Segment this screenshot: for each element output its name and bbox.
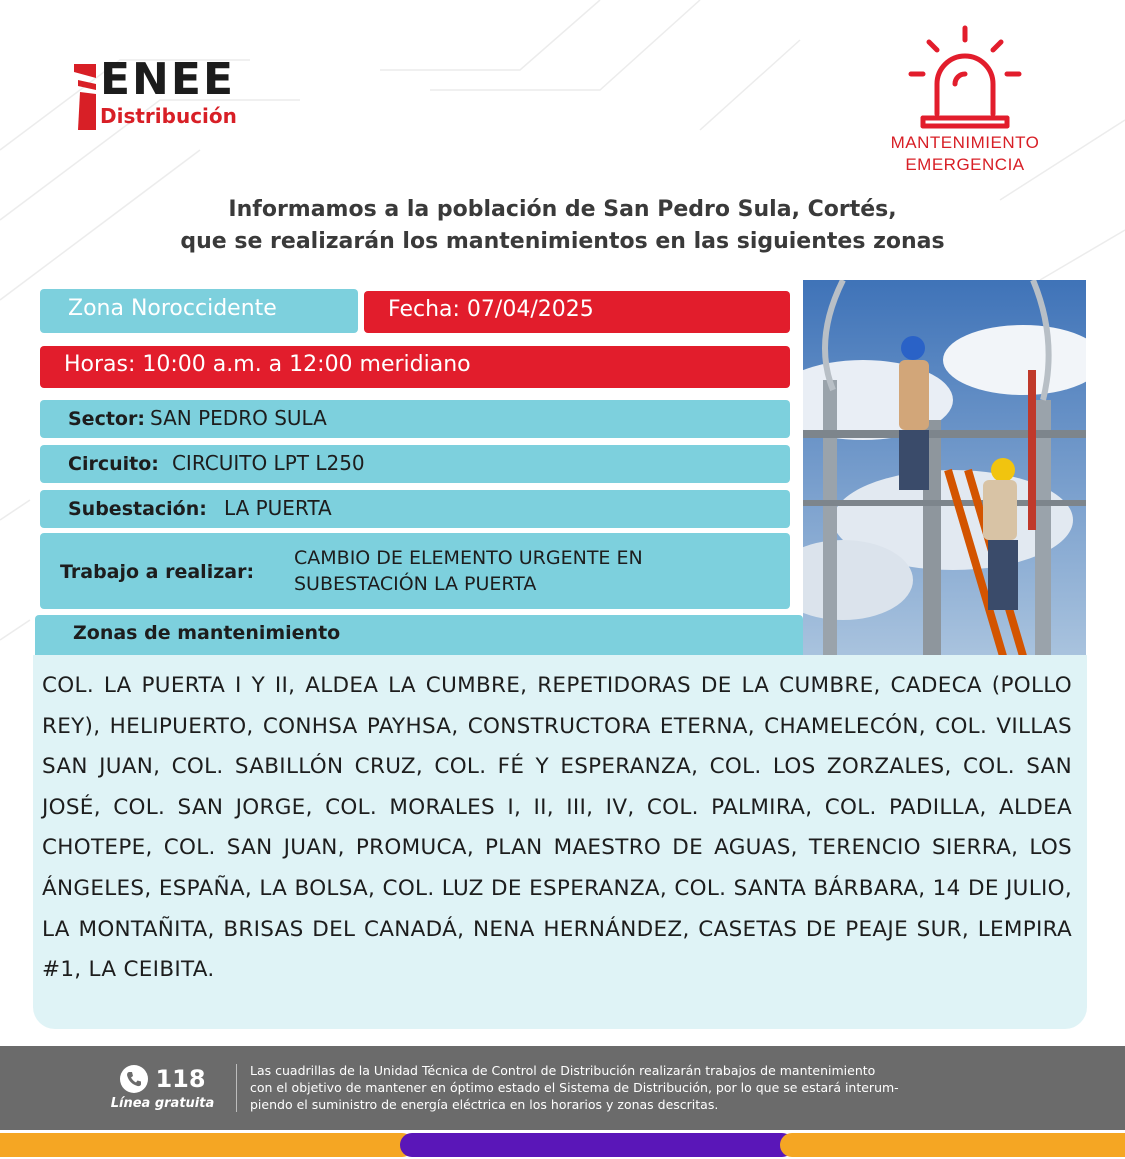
orange-bar-left [0, 1133, 414, 1157]
linemen-illustration [803, 280, 1086, 656]
hotline-number: 118 [155, 1065, 206, 1093]
sector-label: Sector: [68, 408, 145, 430]
horas-text: Horas: 10:00 a.m. a 12:00 meridiano [64, 352, 471, 377]
footer-line-1: Las cuadrillas de la Unidad Técnica de Control de Distribución realizarán trabajos de mantenimiento [250, 1063, 876, 1078]
subestacion-label: Subestación: [68, 498, 207, 520]
fecha-text: Fecha: 07/04/2025 [388, 297, 594, 322]
circuito-row [40, 445, 790, 483]
zona-pill [40, 289, 358, 333]
enee-logo-mark-icon [74, 64, 96, 130]
circuito-value: CIRCUITO LPT L250 [171, 451, 365, 475]
headline [0, 194, 1125, 258]
alert-line-2: EMERGENCIA [905, 155, 1025, 174]
headline-line-2: que se realizarán los mantenimientos en las siguientes zonas [180, 229, 945, 254]
hotline[interactable] [100, 1064, 225, 1111]
sector-row [40, 400, 790, 438]
trabajo-row [40, 533, 790, 609]
linemen-photo [803, 280, 1086, 656]
trabajo-line-1: CAMBIO DE ELEMENTO URGENTE EN [294, 547, 643, 569]
purple-bar [400, 1133, 794, 1157]
subestacion-row [40, 490, 790, 528]
footer-line-3: piendo el suministro de energía eléctrica en los horarios y zonas descritas. [250, 1097, 719, 1112]
horas-pill [40, 346, 790, 388]
phone-icon [119, 1064, 149, 1094]
zona-text: Zona Noroccidente [68, 296, 277, 321]
hotline-label: Línea gratuita [110, 1096, 215, 1111]
zones-list: COL. LA PUERTA I Y II, ALDEA LA CUMBRE, REPETIDORAS DE LA CUMBRE, CADECA (POLLO REY), HELIPUERTO, CONHSA PAYHSA, CONSTRUCTORA ETERNA, CHAMELECÓN, COL. VILLAS SAN JUAN, COL. SABILLÓN CRUZ, COL. FÉ Y ESPERANZA, COL. LOS ZORZALES, COL. SAN JOSÉ, COL. SAN JORGE, COL. MORALES I, II, III, IV, COL. PALMIRA, COL. PADILLA, ALDEA CHOTEPE, COL. SAN JUAN, PROMUCA, PLAN MAESTRO DE AGUAS, TERENCIO SIERRA, LOS ÁNGELES, ESPAÑA, LA BOLSA, COL. LUZ DE ESPERANZA, COL. SANTA BÁRBARA, 14 DE JULIO, LA MONTAÑITA, BRISAS DEL CANADÁ, NENA HERNÁNDEZ, CASETAS DE PEAJE SUR, LEMPIRA #1, LA CEIBITA. [42, 673, 1072, 983]
fecha-pill [364, 291, 790, 333]
alarm-siren-icon [905, 22, 1025, 132]
logo-subtitle: Distribución [100, 104, 237, 128]
trabajo-label: Trabajo a realizar: [60, 561, 255, 583]
logo-title: ENEE [100, 54, 235, 105]
zonas-header-label: Zonas de mantenimiento [73, 622, 341, 644]
headline-line-1: Informamos a la población de San Pedro Sula, Cortés, [228, 197, 897, 222]
sector-value: SAN PEDRO SULA [150, 406, 327, 430]
circuito-label: Circuito: [68, 453, 159, 475]
footer-note [250, 1062, 1050, 1113]
footer-divider [236, 1064, 237, 1112]
enee-logo [74, 54, 304, 130]
emergency-badge [860, 22, 1070, 187]
alert-line-1: MANTENIMIENTO [890, 133, 1040, 152]
zonas-header [35, 615, 803, 657]
orange-bar-right [780, 1133, 1125, 1157]
footer-line-2: con el objetivo de mantener en óptimo estado el Sistema de Distribución, por lo que se estará interum- [250, 1080, 899, 1095]
subestacion-value: LA PUERTA [223, 496, 332, 520]
trabajo-line-2: SUBESTACIÓN LA PUERTA [294, 573, 537, 595]
